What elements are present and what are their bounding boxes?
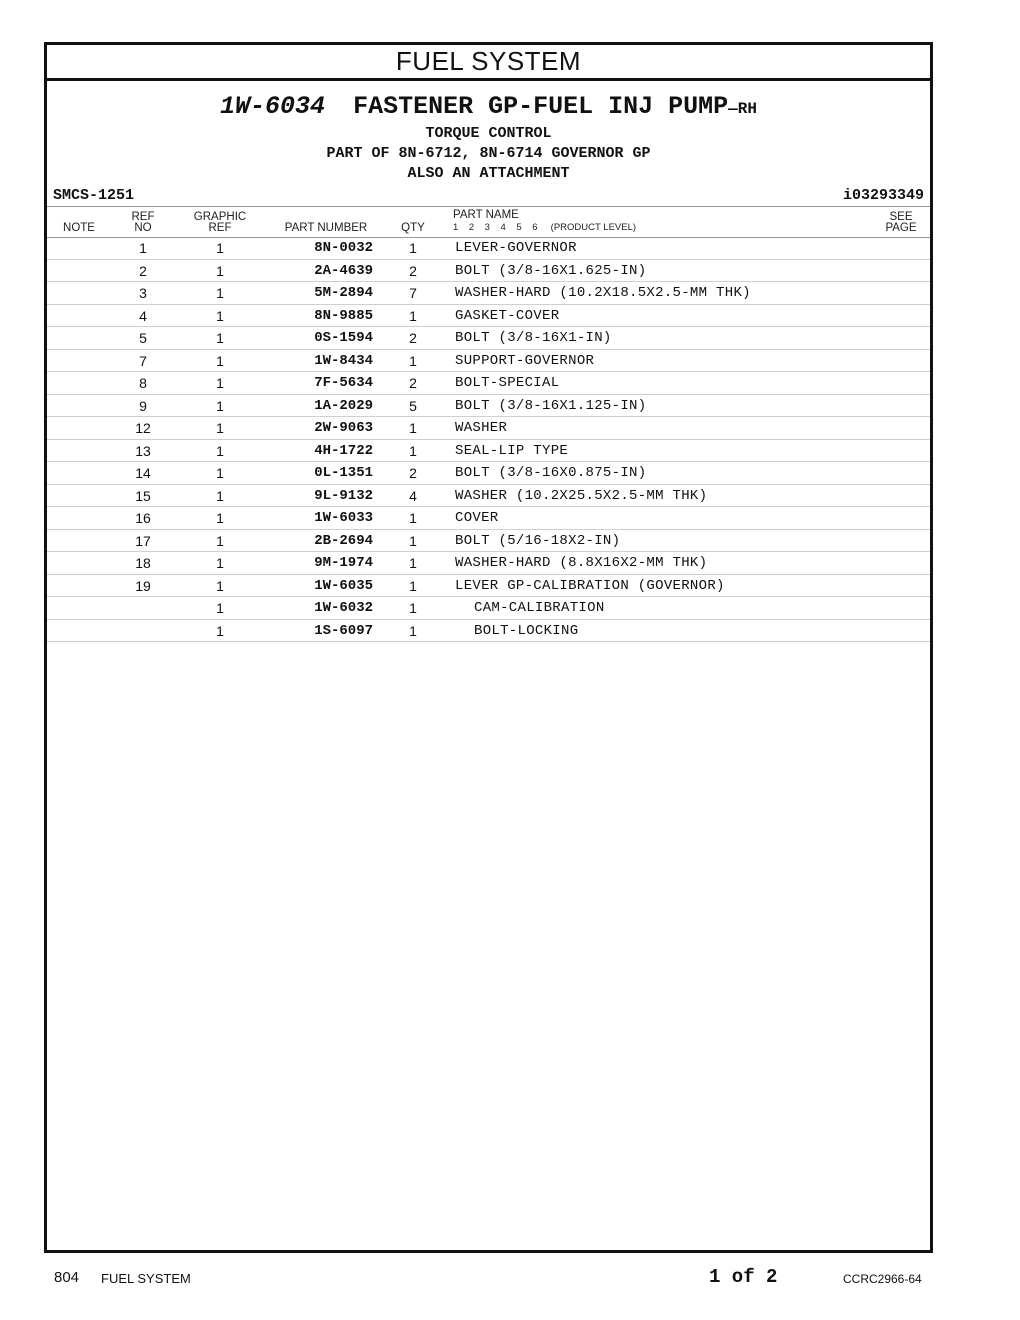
graphic-ref-cell: 1: [216, 622, 224, 639]
table-row: [47, 462, 930, 485]
ref-no-cell: 17: [135, 532, 151, 549]
col-graphic-ref-line1: GRAPHIC: [193, 211, 247, 223]
ref-no-cell: 18: [135, 555, 151, 571]
qty-cell: 7: [409, 285, 417, 301]
ref-no-cell: 3: [139, 285, 147, 301]
group-part-of: PART OF 8N-6712, 8N-6714 GOVERNOR GP: [326, 145, 651, 162]
part-number-cell: 1W-6033: [314, 510, 373, 526]
qty-cell: 1: [409, 532, 417, 549]
ref-no-cell: 5: [139, 330, 147, 346]
graphic-ref-cell: 1: [216, 555, 224, 571]
qty-cell: 1: [409, 352, 417, 369]
table-row: [47, 530, 930, 553]
qty-cell: 1: [409, 577, 417, 594]
table-row: [47, 305, 930, 328]
part-number-cell: 5M-2894: [314, 285, 373, 301]
col-see-page-line1: SEE: [889, 211, 913, 223]
footer-section: FUEL SYSTEM: [101, 1271, 191, 1286]
group-attachment-note: ALSO AN ATTACHMENT: [407, 165, 570, 182]
graphic-ref-cell: 1: [216, 330, 224, 346]
page-footer: [0, 1266, 1020, 1290]
graphic-ref-cell: 1: [216, 577, 224, 594]
part-name-cell: BOLT (3/8-16X1.125-IN): [455, 397, 647, 414]
footer-code: CCRC2966-64: [843, 1272, 922, 1286]
qty-cell: 5: [409, 397, 417, 414]
part-number-cell: 9L-9132: [314, 487, 373, 504]
graphic-ref-cell: 1: [216, 600, 224, 616]
part-number-cell: 4H-1722: [314, 442, 373, 459]
col-part-name: PART NAME: [453, 209, 519, 221]
part-number-cell: 1W-6035: [314, 577, 373, 594]
table-row: [47, 327, 930, 350]
part-name-cell: WASHER-HARD (8.8X16X2-MM THK): [455, 555, 708, 571]
smcs-row: [47, 184, 930, 207]
qty-cell: 2: [409, 375, 417, 391]
table-row: [47, 395, 930, 418]
part-number-cell: 9M-1974: [314, 555, 373, 571]
part-number-cell: 2W-9063: [314, 420, 373, 436]
ref-no-cell: 9: [139, 397, 147, 414]
part-name-cell: BOLT-LOCKING: [474, 622, 579, 639]
ref-no-cell: 13: [135, 442, 151, 459]
part-number-cell: 8N-0032: [314, 240, 373, 256]
table-row: [47, 597, 930, 620]
qty-cell: 1: [409, 600, 417, 616]
table-row: [47, 552, 930, 575]
part-name-cell: WASHER (10.2X25.5X2.5-MM THK): [455, 487, 708, 504]
part-number-cell: 8N-9885: [314, 307, 373, 324]
graphic-ref-cell: 1: [216, 352, 224, 369]
part-number-cell: 0S-1594: [314, 330, 373, 346]
qty-cell: 2: [409, 262, 417, 279]
ref-no-cell: 4: [139, 307, 147, 324]
group-part-number: 1W-6034: [220, 92, 326, 121]
table-row: [47, 417, 930, 440]
graphic-ref-cell: 1: [216, 285, 224, 301]
qty-cell: 1: [409, 555, 417, 571]
table-row: [47, 620, 930, 643]
part-name-cell: WASHER: [455, 420, 508, 436]
part-name-cell: LEVER GP-CALIBRATION (GOVERNOR): [455, 577, 725, 594]
col-ref-no-line1: REF: [131, 211, 155, 223]
qty-cell: 1: [409, 420, 417, 436]
group-name-suffix: —RH: [728, 100, 757, 118]
part-name-cell: BOLT (3/8-16X0.875-IN): [455, 465, 647, 481]
ref-no-cell: 8: [139, 375, 147, 391]
graphic-ref-cell: 1: [216, 532, 224, 549]
table-row: [47, 237, 930, 260]
col-see-page-line2: PAGE: [885, 222, 917, 234]
graphic-ref-cell: 1: [216, 420, 224, 436]
parts-list: [47, 237, 930, 642]
qty-cell: 1: [409, 622, 417, 639]
footer-page-number: 804: [54, 1269, 80, 1286]
part-name-cell: BOLT (3/8-16X1.625-IN): [455, 262, 647, 279]
col-ref-no-line2: NO: [134, 222, 152, 234]
ref-no-cell: 7: [139, 352, 147, 369]
ref-no-cell: 15: [135, 487, 151, 504]
col-graphic-ref-line2: REF: [208, 222, 232, 234]
part-number-cell: 2A-4639: [314, 262, 373, 279]
group-title: [47, 92, 930, 124]
part-name-cell: BOLT (5/16-18X2-IN): [455, 532, 621, 549]
graphic-ref-cell: 1: [216, 307, 224, 324]
part-number-cell: 1W-8434: [314, 352, 373, 369]
table-row: [47, 440, 930, 463]
part-name-cell: LEVER-GOVERNOR: [455, 240, 577, 256]
part-number-cell: 1W-6032: [314, 600, 373, 616]
part-number-cell: 2B-2694: [314, 532, 373, 549]
footer-page-of: 1 of 2: [709, 1266, 778, 1288]
section-title: FUEL SYSTEM: [47, 45, 930, 81]
group-name: FASTENER GP-FUEL INJ PUMP: [353, 92, 729, 121]
col-note: NOTE: [63, 222, 95, 234]
part-name-cell: COVER: [455, 510, 499, 526]
graphic-ref-cell: 1: [216, 487, 224, 504]
graphic-ref-cell: 1: [216, 442, 224, 459]
part-name-cell: WASHER-HARD (10.2X18.5X2.5-MM THK): [455, 285, 751, 301]
column-headers: [47, 207, 930, 238]
col-qty: QTY: [401, 222, 425, 234]
table-row: [47, 282, 930, 305]
table-row: [47, 507, 930, 530]
ref-no-cell: 16: [135, 510, 151, 526]
col-product-level: 1 2 3 4 5 6 (PRODUCT LEVEL): [453, 222, 637, 233]
qty-cell: 1: [409, 442, 417, 459]
qty-cell: 1: [409, 240, 417, 256]
part-number-cell: 0L-1351: [314, 465, 373, 481]
graphic-ref-cell: 1: [216, 262, 224, 279]
ref-no-cell: 2: [139, 262, 147, 279]
part-name-cell: BOLT-SPECIAL: [455, 375, 560, 391]
graphic-ref-cell: 1: [216, 510, 224, 526]
part-name-cell: SEAL-LIP TYPE: [455, 442, 569, 459]
qty-cell: 4: [409, 487, 417, 504]
table-row: [47, 575, 930, 598]
part-number-cell: 1A-2029: [314, 397, 373, 414]
group-header: [47, 92, 930, 184]
ref-no-cell: 19: [135, 577, 151, 594]
ref-no-cell: 1: [139, 240, 147, 256]
smcs-code: SMCS-1251: [53, 187, 135, 204]
qty-cell: 2: [409, 465, 417, 481]
graphic-ref-cell: 1: [216, 375, 224, 391]
part-name-cell: BOLT (3/8-16X1-IN): [455, 330, 612, 346]
ref-no-cell: 14: [135, 465, 151, 481]
ref-no-cell: 12: [135, 420, 151, 436]
qty-cell: 1: [409, 510, 417, 526]
part-name-cell: SUPPORT-GOVERNOR: [455, 352, 595, 369]
table-row: [47, 350, 930, 373]
col-part-number: PART NUMBER: [284, 222, 368, 234]
qty-cell: 1: [409, 307, 417, 324]
graphic-ref-cell: 1: [216, 397, 224, 414]
part-number-cell: 1S-6097: [314, 622, 373, 639]
part-name-cell: GASKET-COVER: [455, 307, 560, 324]
part-number-cell: 7F-5634: [314, 375, 373, 391]
table-row: [47, 485, 930, 508]
graphic-ref-cell: 1: [216, 465, 224, 481]
document-id: i03293349: [842, 187, 924, 204]
qty-cell: 2: [409, 330, 417, 346]
table-row: [47, 260, 930, 283]
group-subtitle: TORQUE CONTROL: [425, 125, 552, 142]
graphic-ref-cell: 1: [216, 240, 224, 256]
parts-page-frame: [44, 42, 933, 1253]
table-row: [47, 372, 930, 395]
part-name-cell: CAM-CALIBRATION: [474, 600, 605, 616]
